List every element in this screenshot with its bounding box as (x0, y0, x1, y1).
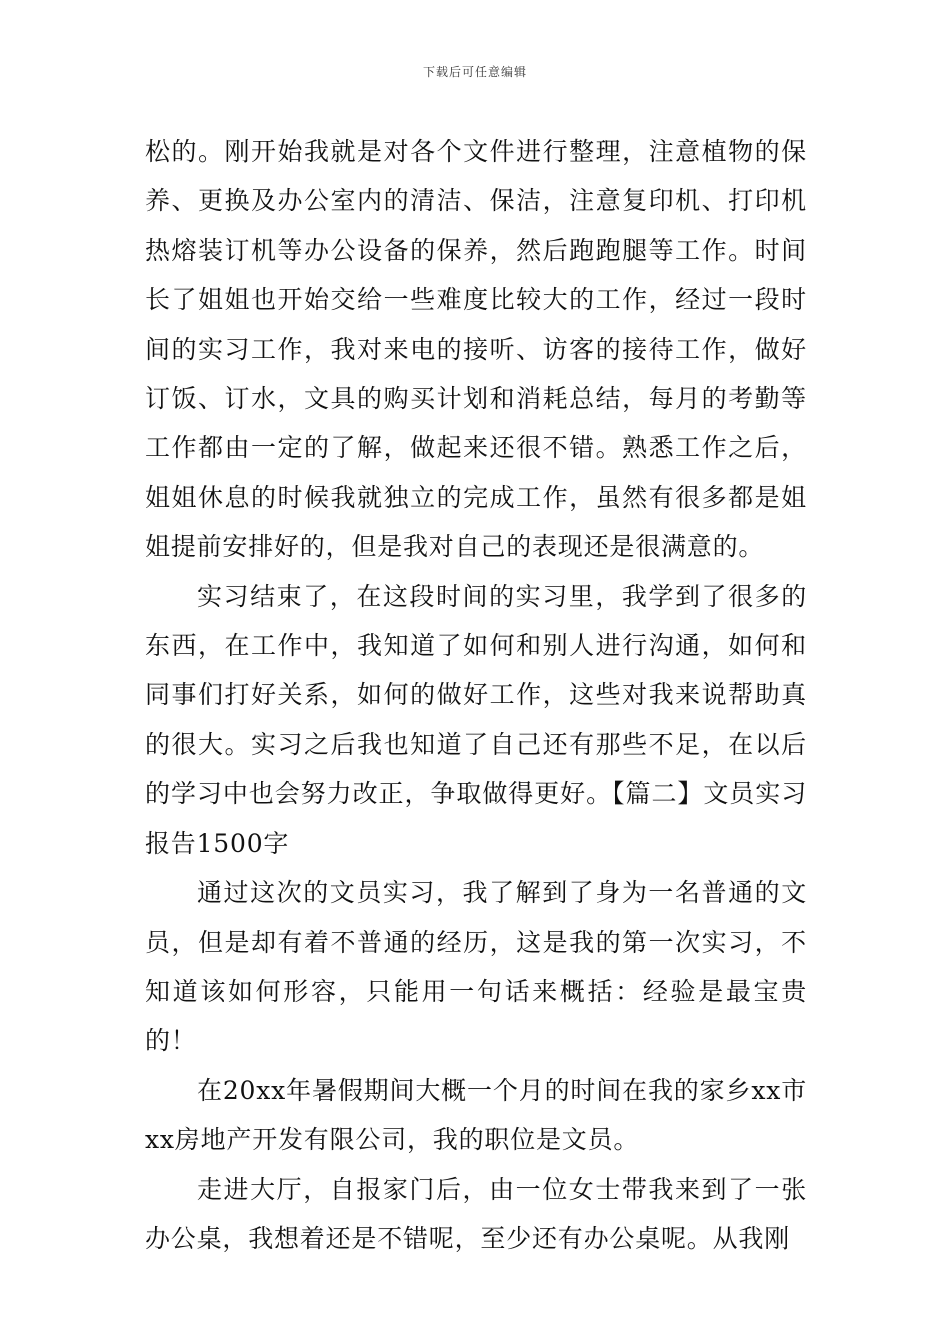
paragraph-1: 松的。刚开始我就是对各个文件进行整理，注意植物的保养、更换及办公室内的清洁、保洁，注意复印机、打印机热熔装订机等办公设备的保养，然后跑跑腿等工作。时间长了姐姐也开始交给一些难度比较大的工作，经过一段时间的实习工作，我对来电的接听、访客的接待工作，做好订饭、订水，文具的购买计划和消耗总结，每月的考勤等工作都由一定的了解，做起来还很不错。熟悉工作之后，姐姐休息的时候我就独立的完成工作，虽然有很多都是姐姐提前安排好的，但是我对自己的表现还是很满意的。 (145, 137, 807, 562)
page-header: 下载后可任意编辑 (422, 65, 527, 79)
paragraph-5: 走进大厅，自报家门后，由一位女士带我来到了一张办公桌，我想着还是不错呢，至少还有办公桌呢。从我刚 (145, 1174, 807, 1253)
paragraph-2: 实习结束了，在这段时间的实习里，我学到了很多的东西，在工作中，我知道了如何和别人进行沟通，如何和同事们打好关系，如何的做好工作，这些对我来说帮助真的很大。实习之后我也知道了自己还有那些不足，在以后的学习中也会努力改正，争取做得更好。【篇二】文员实习报告1500字 (145, 581, 807, 858)
document-body (145, 127, 807, 1263)
paragraph-4: 在20xx年暑假期间大概一个月的时间在我的家乡xx市xx房地产开发有限公司，我的职位是文员。 (145, 1075, 807, 1155)
paragraph-3: 通过这次的文员实习，我了解到了身为一名普通的文员，但是却有着不普通的经历，这是我的第一次实习，不知道该如何形容，只能用一句话来概括：经验是最宝贵的！ (145, 878, 807, 1056)
